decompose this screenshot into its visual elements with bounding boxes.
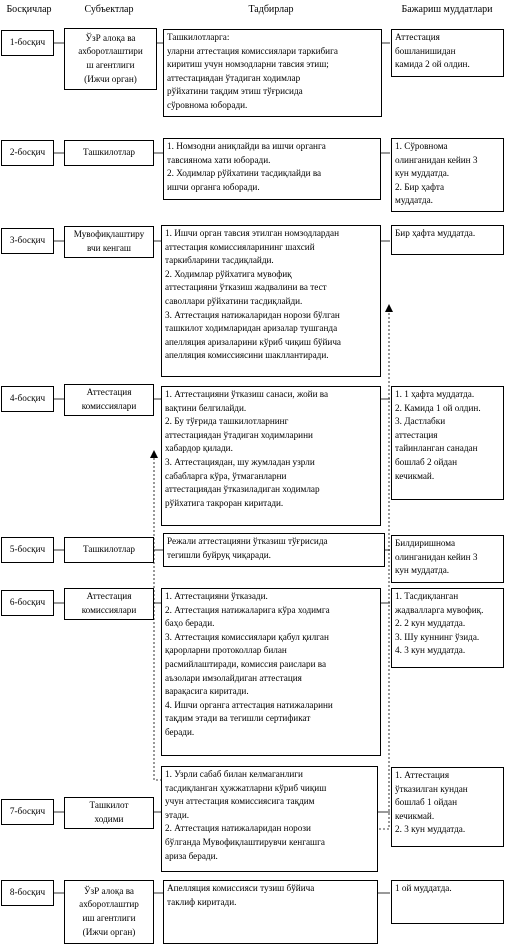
deadline-line: бошлаб 2 ойдан <box>395 456 458 467</box>
subject-line: комиссиялари <box>81 605 137 615</box>
stage-label: 4-босқич <box>9 393 46 404</box>
measures-line: апелляция аризаларини кўриб чиқиш бўйича <box>165 336 342 347</box>
measures-line: ташкилот ходимларидан аризалар тушганда <box>165 323 338 334</box>
subject-line: Мувофиқлаштиру <box>73 229 145 240</box>
measures-line: тавсиянома хати юборади. <box>167 154 271 165</box>
measures-line: 1. Номзодни аниқлайди ва ишчи органга <box>167 141 326 151</box>
deadline-line: кун муддатда. <box>395 565 450 576</box>
deadline-box-7 <box>391 767 504 847</box>
measures-line: 4. Ишчи органга аттестация натижаларини <box>165 699 333 710</box>
measures-box-2 <box>163 138 381 200</box>
subject-line: ЎзР алоқа ва <box>85 32 136 43</box>
measures-line: аттестациядан ўтадиган ходимларини <box>165 429 313 440</box>
measures-line: таркибларини тасдиқлайди. <box>165 255 274 266</box>
subject-box-6 <box>64 588 154 620</box>
stage-box-5 <box>1 537 54 563</box>
deadline-line: кун муддатда. <box>395 168 450 179</box>
subject-line: ахборотлаштир <box>79 899 139 910</box>
deadline-line: 3. Дастлабки <box>395 416 446 427</box>
measures-line: тегишли буйруқ чиқаради. <box>167 549 271 560</box>
deadline-box-5 <box>391 535 504 583</box>
subject-line: ахборотлаштири <box>78 46 143 57</box>
measures-line: таклиф киритади. <box>167 896 237 907</box>
deadline-line: муддатда. <box>395 195 433 206</box>
subject-line: (Ижчи орган) <box>84 73 137 84</box>
subject-line: иш агентлиги <box>82 913 136 923</box>
header-stage: Босқичлар <box>6 4 52 15</box>
subject-box-4 <box>64 384 154 416</box>
deadline-line: жадвалларга мувофиқ. <box>395 604 484 615</box>
measures-line: 3. Аттестациядан, шу жумладан узрли <box>165 456 315 467</box>
subject-line: вчи кенгаш <box>87 243 131 253</box>
measures-line: сўровнома юборади. <box>167 99 248 110</box>
measures-line: 2. Ходимлар рўйхатини тасдиқлайди ва <box>167 168 322 179</box>
deadline-line: 4. 3 кун муддатда. <box>395 645 466 656</box>
deadline-line: Билдиришнома <box>395 538 456 548</box>
measures-line: аъзолари имзолайдиган аттестация <box>165 672 302 683</box>
deadline-line: 2. Бир ҳафта <box>395 181 445 192</box>
deadline-line: камида 2 ой олдин. <box>395 59 470 70</box>
subject-line: ЎзР алоқа ва <box>83 885 134 896</box>
measures-line: 1. Аттестацияни ўтказади. <box>165 591 268 601</box>
deadline-line: олинганидан кейин 3 <box>395 551 478 562</box>
measures-line: саволлари рўйхатини тасдиқлайди. <box>165 295 303 306</box>
deadline-line: 1. Аттестация <box>395 770 450 780</box>
deadline-box-1 <box>391 29 504 77</box>
measures-line: Режали аттестацияни ўтказиш тўғрисида <box>167 536 328 546</box>
subject-box-1 <box>64 28 157 90</box>
deadline-line: Бир ҳафта муддатда. <box>395 228 476 238</box>
measures-line: 1. Ишчи орган тавсия этилган номзодлардан <box>165 228 340 238</box>
deadline-line: 2. 3 кун муддатда. <box>395 824 466 835</box>
deadline-line: кечикмай. <box>395 470 435 481</box>
measures-line: тасдиқланган ҳужжатларни кўриб чиқиш <box>165 782 327 793</box>
stage-label: 1-босқич <box>9 37 46 48</box>
measures-line: Ташкилотларга: <box>167 32 230 42</box>
deadline-line: кечикмай. <box>395 810 435 821</box>
stage-box-1 <box>1 30 54 56</box>
subject-line: ходими <box>94 814 124 824</box>
measures-line: аттестациядан ўтказиладиган ходимлар <box>165 484 320 495</box>
deadline-box-3 <box>391 225 504 255</box>
deadline-box-2 <box>391 138 504 212</box>
measures-line: рўйхатига такроран киритади. <box>165 497 284 508</box>
deadline-box-8 <box>391 880 504 924</box>
stage-label: 6-босқич <box>9 597 46 608</box>
measures-line: апелляция комиссиясини шакллантиради. <box>165 350 329 361</box>
measures-line: баҳо беради. <box>165 618 215 629</box>
header-deadlines: Бажариш муддатлари <box>401 4 493 15</box>
measures-line: 1. Аттестацияни ўтказиш санаси, жойи ва <box>165 389 329 399</box>
measures-line: аттестациядан ўтадиган ходимлар <box>167 72 301 83</box>
measures-box-5 <box>163 533 385 567</box>
deadline-line: 1. Сўровнома <box>395 141 448 151</box>
subject-line: Ташкилотлар <box>82 544 135 555</box>
measures-line: вақтини белгилайди. <box>165 402 247 413</box>
deadline-line: 2. 2 кун муддатда. <box>395 618 466 629</box>
measures-line: учун аттестация комиссиясига тақдим <box>165 796 315 807</box>
measures-line: уларни аттестация комиссиялари таркибига <box>167 45 338 56</box>
stage-label: 7-босқич <box>9 806 46 817</box>
stage-box-4 <box>1 386 54 412</box>
measures-line: қарорларни протоколлар билан <box>165 645 287 656</box>
deadline-line: 1. Тасдиқланган <box>395 591 459 601</box>
measures-line: 2. Аттестация натижаларига кўра ходимга <box>165 604 330 615</box>
subject-line: Ташкилот <box>89 800 129 811</box>
measures-line: тақдим этади ва тегишли сертификат <box>165 713 311 724</box>
deadline-line: 1. 1 ҳафта муддатда. <box>395 389 475 399</box>
stage-label: 5-босқич <box>9 544 46 555</box>
measures-box-7 <box>161 766 378 872</box>
measures-line: беради. <box>165 726 195 737</box>
measures-line: ишчи органга юборади. <box>167 181 260 192</box>
measures-line: 2. Аттестация натижаларидан норози <box>165 823 311 834</box>
deadline-line: бошланишидан <box>395 45 456 56</box>
measures-line: аттестацияни ўтказиш жадвалини ва тест <box>165 282 327 293</box>
measures-line: 2. Бу тўғрида ташкилотларнинг <box>165 416 289 427</box>
measures-line: хабардор қилади. <box>165 443 233 454</box>
measures-box-8 <box>163 880 378 944</box>
subject-box-5 <box>64 537 154 563</box>
deadline-box-6 <box>391 588 504 668</box>
stage-box-6 <box>1 590 54 616</box>
subject-box-2 <box>64 140 154 166</box>
measures-line: 3. Аттестация комиссиялари қабул қилган <box>165 631 329 642</box>
stage-label: 8-босқич <box>9 887 46 898</box>
deadline-line: олинганидан кейин 3 <box>395 154 478 165</box>
stage-box-2 <box>1 140 54 166</box>
measures-line: Апелляция комиссияси тузиш бўйича <box>167 883 315 893</box>
deadline-box-4 <box>391 386 504 500</box>
stage-label: 3-босқич <box>9 235 46 246</box>
measures-line: бўлганда Мувофиқлаштирувчи кенгашга <box>165 836 325 847</box>
deadline-line: Аттестация <box>395 32 440 42</box>
measures-box-1 <box>163 29 382 117</box>
measures-box-3 <box>161 225 381 377</box>
measures-line: 3. Аттестация натижаларидан норози бўлган <box>165 309 340 320</box>
subject-box-3 <box>64 226 154 258</box>
stage-label: 2-босқич <box>9 147 46 158</box>
measures-line: киритиш учун номзодларни тавсия этиш; <box>167 59 329 70</box>
measures-line: 2. Ходимлар рўйхатига мувофиқ <box>165 268 292 279</box>
subject-box-7 <box>64 797 154 829</box>
measures-box-4 <box>161 386 381 526</box>
measures-line: варақасига киритади. <box>165 686 249 697</box>
deadline-line: ўтказилган кундан <box>395 783 468 794</box>
measures-line: расмийлаштиради, комиссия раислари ва <box>165 658 327 669</box>
header-measures: Тадбирлар <box>248 4 294 15</box>
measures-line: ариза беради. <box>165 850 218 861</box>
deadline-line: бошлаб 1 ойдан <box>395 797 458 808</box>
subject-line: Аттестация <box>86 387 132 398</box>
deadline-line: 1 ой муддатда. <box>395 883 452 893</box>
deadline-line: 3. Шу куннинг ўзида. <box>395 631 480 642</box>
subject-line: ш агентлиги <box>86 60 135 70</box>
measures-line: этади. <box>165 809 190 820</box>
subject-box-8 <box>64 880 154 944</box>
measures-line: рўйхатини тақдим этиш тўғрисида <box>167 86 303 97</box>
subject-line: Ташкилотлар <box>82 147 135 158</box>
deadline-line: аттестация <box>395 429 438 440</box>
stage-box-3 <box>1 228 54 254</box>
stage-box-8 <box>1 880 54 906</box>
subject-line: (Ижчи орган) <box>82 926 136 937</box>
subject-line: комиссиялари <box>81 401 137 411</box>
subject-line: Аттестация <box>86 591 132 602</box>
header-subjects: Субъектлар <box>84 4 134 15</box>
measures-box-6 <box>161 588 381 756</box>
deadline-line: тайинланган санадан <box>395 443 478 454</box>
measures-line: аттестация комиссияларининг шахсий <box>165 241 315 252</box>
measures-line: 1. Узрли сабаб билан келмаганлиги <box>165 769 303 779</box>
deadline-line: 2. Камида 1 ой олдин. <box>395 402 481 413</box>
stage-box-7 <box>1 799 54 825</box>
measures-line: сабабларга кўра, ўтмаганларни <box>165 470 287 481</box>
